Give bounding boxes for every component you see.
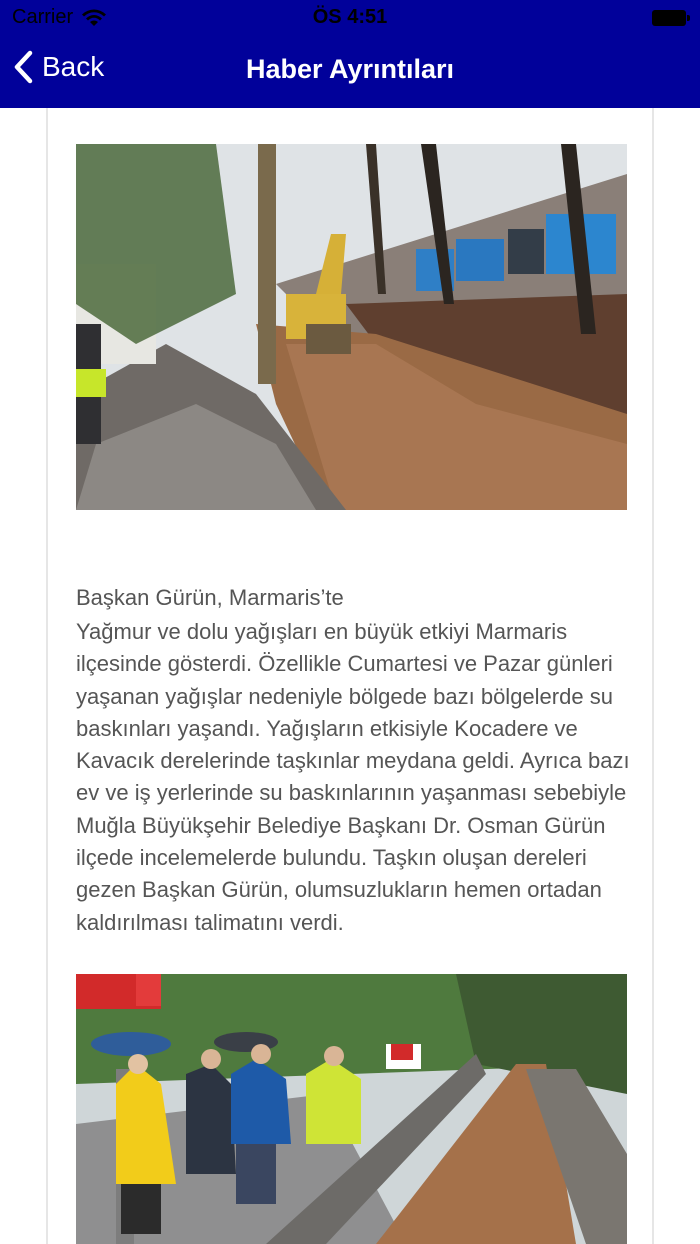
back-label: Back bbox=[42, 51, 105, 82]
page-title: Haber Ayrıntıları bbox=[245, 54, 455, 84]
officials-walking-by-creek-photo bbox=[76, 974, 627, 1244]
battery-icon bbox=[652, 10, 686, 26]
navigation-bar bbox=[0, 0, 700, 108]
article-body: Yağmur ve dolu yağışları en büyük etkiyi Marmaris ilçesinde gösterdi. Özellikle Cumartesi ve Pazar günleri yaşanan yağışlar nedeniyle bölgede bazı bölgelerde su baskınları yaşandı. Yağışların etkisiyle Kocadere ve Kavacık derelerinde taşkınlar meydana geldi. Ayrıca bazı ev ve iş yerlerinde su baskınlarının yaşanması sebebiyle Muğla Büyükşehir Belediye Başkanı Dr. Osman Gürün ilçede incelemelerde bulundu. Taşkın oluşan dereleri gezen Başkan Gürün, olumsuzlukların hemen ortadan kaldırılması talimatını verdi. bbox=[76, 619, 630, 935]
status-bar bbox=[0, 0, 700, 36]
status-time: ÖS 4:51 bbox=[312, 6, 388, 28]
article-content[interactable] bbox=[46, 108, 654, 1244]
carrier-label: Carrier bbox=[12, 6, 74, 28]
article-title: Başkan Gürün, Marmaris’te bbox=[76, 585, 344, 610]
flood-excavator-photo bbox=[76, 144, 627, 510]
